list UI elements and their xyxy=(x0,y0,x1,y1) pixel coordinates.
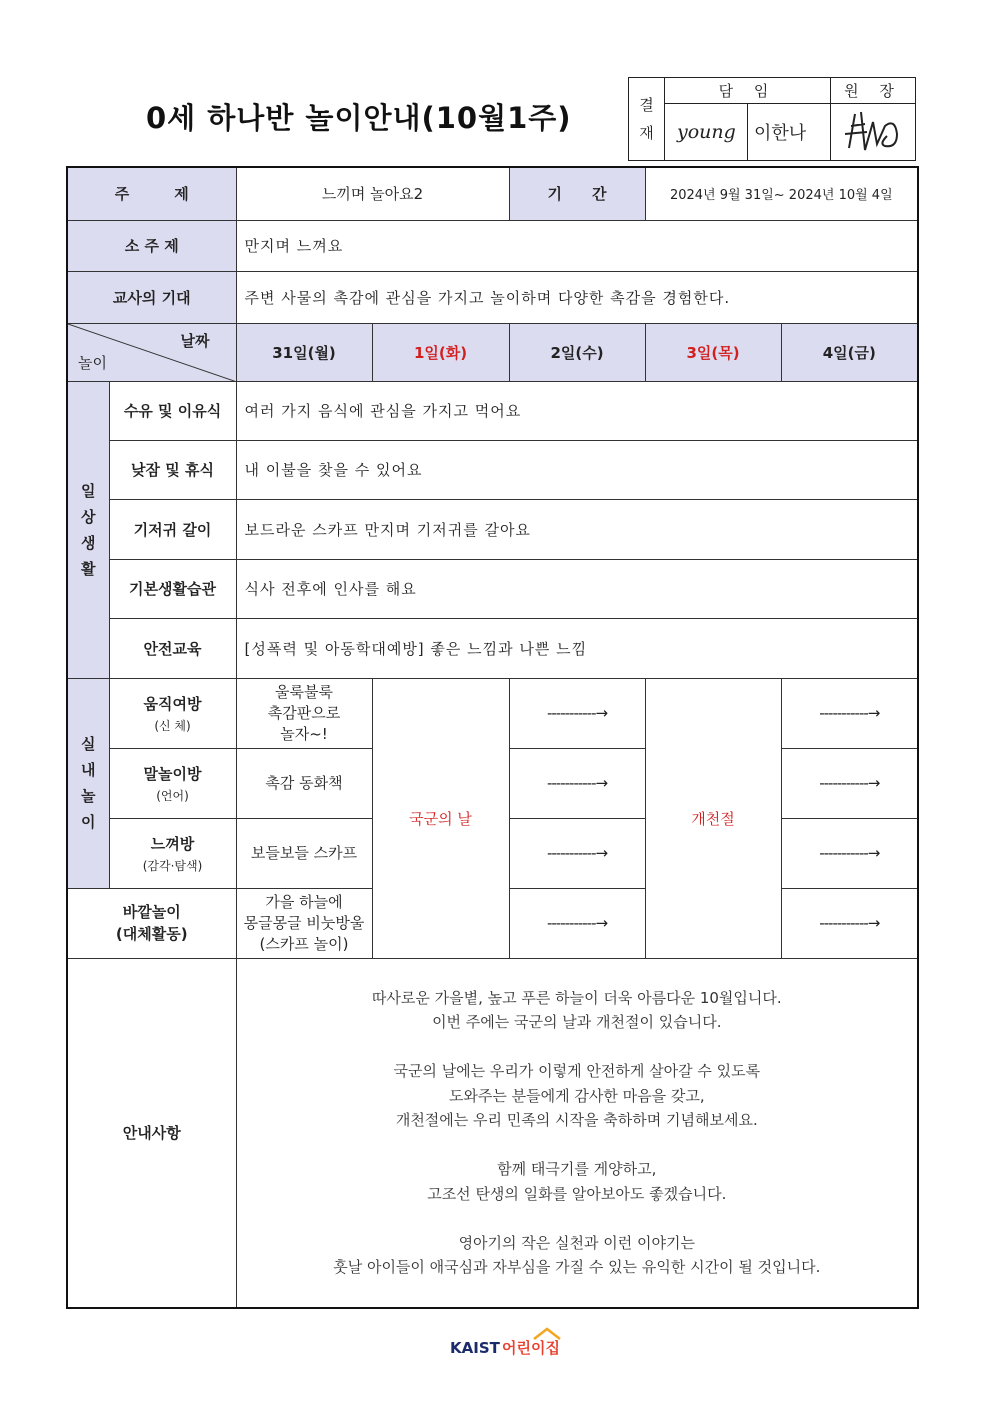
continue-arrow: -----------→ xyxy=(509,888,645,958)
daily-row-value: 보드라운 스카프 만지며 기저귀를 갈아요 xyxy=(236,499,918,559)
continue-arrow: -----------→ xyxy=(509,748,645,818)
svg-text:young: young xyxy=(677,121,736,143)
indoor-room-label: 느껴방 (감각·탐색) xyxy=(109,818,236,888)
day-tue: 1일(화) xyxy=(372,323,509,381)
continue-arrow: -----------→ xyxy=(781,818,918,888)
weekly-plan-table xyxy=(66,166,919,1309)
date-play-header xyxy=(67,323,236,381)
daily-row-value: [성폭력 및 아동학대예방] 좋은 느낌과 나쁜 느낌 xyxy=(236,618,918,678)
daily-row-value: 내 이불을 찾을 수 있어요 xyxy=(236,440,918,499)
holiday-armed-forces-day: 국군의 날 xyxy=(372,678,509,958)
day-thu: 3일(목) xyxy=(645,323,781,381)
daily-row-value: 여러 가지 음식에 관심을 가지고 먹어요 xyxy=(236,381,918,440)
date-header-label: 날짜 xyxy=(180,331,210,350)
signature-director xyxy=(831,104,915,160)
daily-row-label: 수유 및 이유식 xyxy=(109,381,236,440)
footer-logo xyxy=(450,1325,575,1361)
daily-row-label: 기저귀 갈이 xyxy=(109,499,236,559)
approval-label: 결 재 xyxy=(629,78,665,160)
outdoor-play-label: 바깥놀이 (대체활동) xyxy=(67,888,236,958)
signature-teacher-1 xyxy=(665,104,748,160)
signature-teacher-2 xyxy=(748,104,831,160)
indoor-room-label: 움직여방 (신 체) xyxy=(109,678,236,748)
subtheme-value: 만지며 느껴요 xyxy=(236,220,918,271)
continue-arrow: -----------→ xyxy=(781,678,918,748)
day-wed: 2일(수) xyxy=(509,323,645,381)
period-label: 기 간 xyxy=(509,167,645,220)
expectation-value: 주변 사물의 촉감에 관심을 가지고 놀이하며 다양한 촉감을 경험한다. xyxy=(236,271,918,323)
day-mon: 31일(월) xyxy=(236,323,372,381)
indoor-activity: 울룩불룩 촉감판으로 놀자~! xyxy=(236,678,372,748)
continue-arrow: -----------→ xyxy=(509,678,645,748)
play-header-label: 놀이 xyxy=(78,353,107,372)
continue-arrow: -----------→ xyxy=(781,748,918,818)
page-title: 0세 하나반 놀이안내(10월1주) xyxy=(146,101,572,135)
theme-value: 느끼며 놀아요2 xyxy=(236,167,509,220)
outdoor-activity: 가을 하늘에 몽글몽글 비눗방울 (스카프 놀이) xyxy=(236,888,372,958)
daily-row-label: 기본생활습관 xyxy=(109,559,236,618)
indoor-play-group: 실 내 놀 이 xyxy=(67,678,109,888)
indoor-activity: 보들보들 스카프 xyxy=(236,818,372,888)
continue-arrow: -----------→ xyxy=(781,888,918,958)
footer-brand: KAIST xyxy=(450,1339,500,1357)
expectation-label: 교사의 기대 xyxy=(67,271,236,323)
indoor-room-label: 말놀이방 (언어) xyxy=(109,748,236,818)
subtheme-label: 소 주 제 xyxy=(67,220,236,271)
daily-row-label: 안전교육 xyxy=(109,618,236,678)
period-value: 2024년 9월 31일~ 2024년 10월 4일 xyxy=(645,167,918,220)
holiday-foundation-day: 개천절 xyxy=(645,678,781,958)
notice-label: 안내사항 xyxy=(67,958,236,1308)
theme-label: 주 제 xyxy=(67,167,236,220)
approval-teacher-header: 담 임 xyxy=(665,78,831,104)
roof-icon xyxy=(534,1329,560,1339)
day-fri: 4일(금) xyxy=(781,323,918,381)
notice-content: 따사로운 가을볕, 높고 푸른 하늘이 더욱 아름다운 10월입니다. 이번 주에는 국군의 날과 개천절이 있습니다. 국군의 날에는 우리가 이렇게 안전하게 살아갈 수 있도록 도와주는 분들에게 감사한 마음을 갖고, 개천절에는 우리 민족의 시작을 축하하며 기념해보세요. 함께 태극기를 게양하고, 고조선 탄생의 일화를 알아보아도 좋겠습니다. 영아기의 작은 실천과 이런 이야기는 훗날 아이들이 애국심과 자부심을 가질 수 있는 유익한 시간이 될 것입니다. xyxy=(236,958,918,1308)
daily-life-group: 일 상 생 활 xyxy=(67,381,109,678)
svg-text:이한나: 이한나 xyxy=(754,123,807,144)
daily-row-value: 식사 전후에 인사를 해요 xyxy=(236,559,918,618)
approval-director-header: 원 장 xyxy=(831,78,915,104)
continue-arrow: -----------→ xyxy=(509,818,645,888)
footer-name: 어린이집 xyxy=(502,1339,560,1357)
daily-row-label: 낮잠 및 휴식 xyxy=(109,440,236,499)
indoor-activity: 촉감 동화책 xyxy=(236,748,372,818)
approval-box xyxy=(628,77,916,161)
